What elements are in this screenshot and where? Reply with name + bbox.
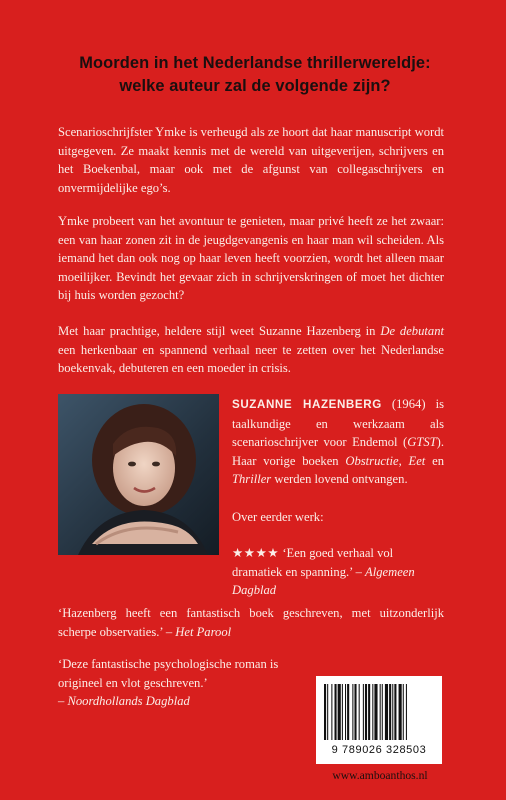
review-quote-1-source: Algemeen Dagblad <box>232 564 415 598</box>
headline-line-2: welke auteur zal de volgende zijn? <box>119 77 391 95</box>
publisher-website: www.amboanthos.nl <box>332 769 428 782</box>
bio-text-1: (1964) is taalkundige en werkzaam als scenarioschrijver voor Endemol ( <box>232 397 445 450</box>
blurb-paragraph-3 <box>58 322 444 378</box>
barcode-bar <box>347 684 349 740</box>
review-quote-2-text: ‘Hazenberg heeft een fantastisch boek geschreven, met uitzonderlijk scherpe observaties.’ – <box>58 606 444 639</box>
bio-text-3: , <box>398 453 409 468</box>
review-quote-3-text: ‘Deze fantastische psychologische roman is origineel en vlot geschreven.’ <box>58 657 279 690</box>
barcode-bar <box>365 684 367 740</box>
bio-book-3: Thriller <box>232 472 272 487</box>
barcode-bar <box>354 684 356 740</box>
isbn-digits: 9 789026 328503 <box>331 744 427 756</box>
barcode-bar <box>331 684 332 740</box>
blurb-p3-before: Met haar prachtige, heldere stijl weet Suzanne Hazenberg in <box>58 324 381 338</box>
bio-book-1: Obstructie <box>345 453 399 468</box>
blurb-p3-after: een herkenbaar en spannend verhaal neer te zetten over het Nederlandse boekenvak, debuteren en een moeder in crisis. <box>58 342 444 376</box>
review-quote-3-dash: – <box>58 694 68 709</box>
barcode-bar <box>335 684 337 740</box>
barcode-bar <box>359 684 360 740</box>
barcode-bar <box>363 684 364 740</box>
review-quote-1 <box>232 544 446 600</box>
headline-line-1: Moorden in het Nederlandse thrillerwereldje: <box>79 54 431 72</box>
barcode-bar <box>385 684 388 740</box>
review-quote-2 <box>58 604 444 641</box>
review-quote-3-source: Noordhollands Dagblad <box>67 694 190 709</box>
barcode-bar <box>380 684 381 740</box>
author-name: SUZANNE HAZENBERG <box>232 398 382 411</box>
barcode-bar <box>392 684 393 740</box>
review-quote-1-text: ‘Een goed verhaal vol dramatiek en spanning.’ – <box>232 546 394 579</box>
author-photo-image <box>58 394 219 555</box>
blurb-paragraph-2: Ymke probeert van het avontuur te genieten, maar privé heeft ze het zwaar: een van haar zonen zit in de jeugdgevangenis en haar man wil scheiden. Als iemand het dan ook nog op haar leven heeft voorzien, wordt het alleen maar moeilijker. Bevindt het gevaar zich in schrijverskringen of moet het dichter bij huis worden gezocht? <box>58 214 444 303</box>
barcode-bar <box>382 684 383 740</box>
isbn-barcode <box>316 676 442 764</box>
barcode-bar <box>372 684 373 740</box>
barcode-bar <box>352 684 353 740</box>
barcode-bar <box>342 684 343 740</box>
barcode-bar <box>403 684 404 740</box>
earlier-work-label: Over eerder werk: <box>232 510 324 524</box>
barcode-bar <box>374 684 377 740</box>
headline <box>60 52 450 98</box>
blurb-paragraph-1: Scenarioschrijfster Ymke is verheugd als ze hoort dat haar manuscript wordt uitgegeven. Ze maakt kennis met de wereld van uitgeverijen, schrijvers en het Boekenbal, maar ook met de afgunst van collegaschrijvers en onvermijdelijke ego’s. <box>58 125 444 195</box>
barcode-bar <box>368 684 370 740</box>
barcode-bar <box>406 684 407 740</box>
barcode-bar <box>345 684 346 740</box>
review-quote-3 <box>58 655 298 711</box>
barcode-bar <box>324 684 326 740</box>
rating-stars: ★★★★ <box>232 546 280 560</box>
barcode-bar <box>338 684 341 740</box>
bio-text-4: en <box>425 453 444 468</box>
author-bio <box>232 395 444 489</box>
bio-text-2: ). Haar vorige boeken <box>232 435 444 468</box>
barcode-bar <box>394 684 396 740</box>
review-quote-2-source: Het Parool <box>175 624 232 639</box>
bio-show: GTST <box>407 435 437 450</box>
author-photo <box>58 394 219 555</box>
barcode-bars <box>316 676 442 746</box>
book-title-italic: De debutant <box>380 324 444 338</box>
bio-text-5: werden lovend ontvangen. <box>271 472 408 487</box>
bio-book-2: Eet <box>408 453 426 468</box>
barcode-bar <box>399 684 402 740</box>
barcode-bar <box>327 684 328 740</box>
barcode-bar <box>389 684 391 740</box>
